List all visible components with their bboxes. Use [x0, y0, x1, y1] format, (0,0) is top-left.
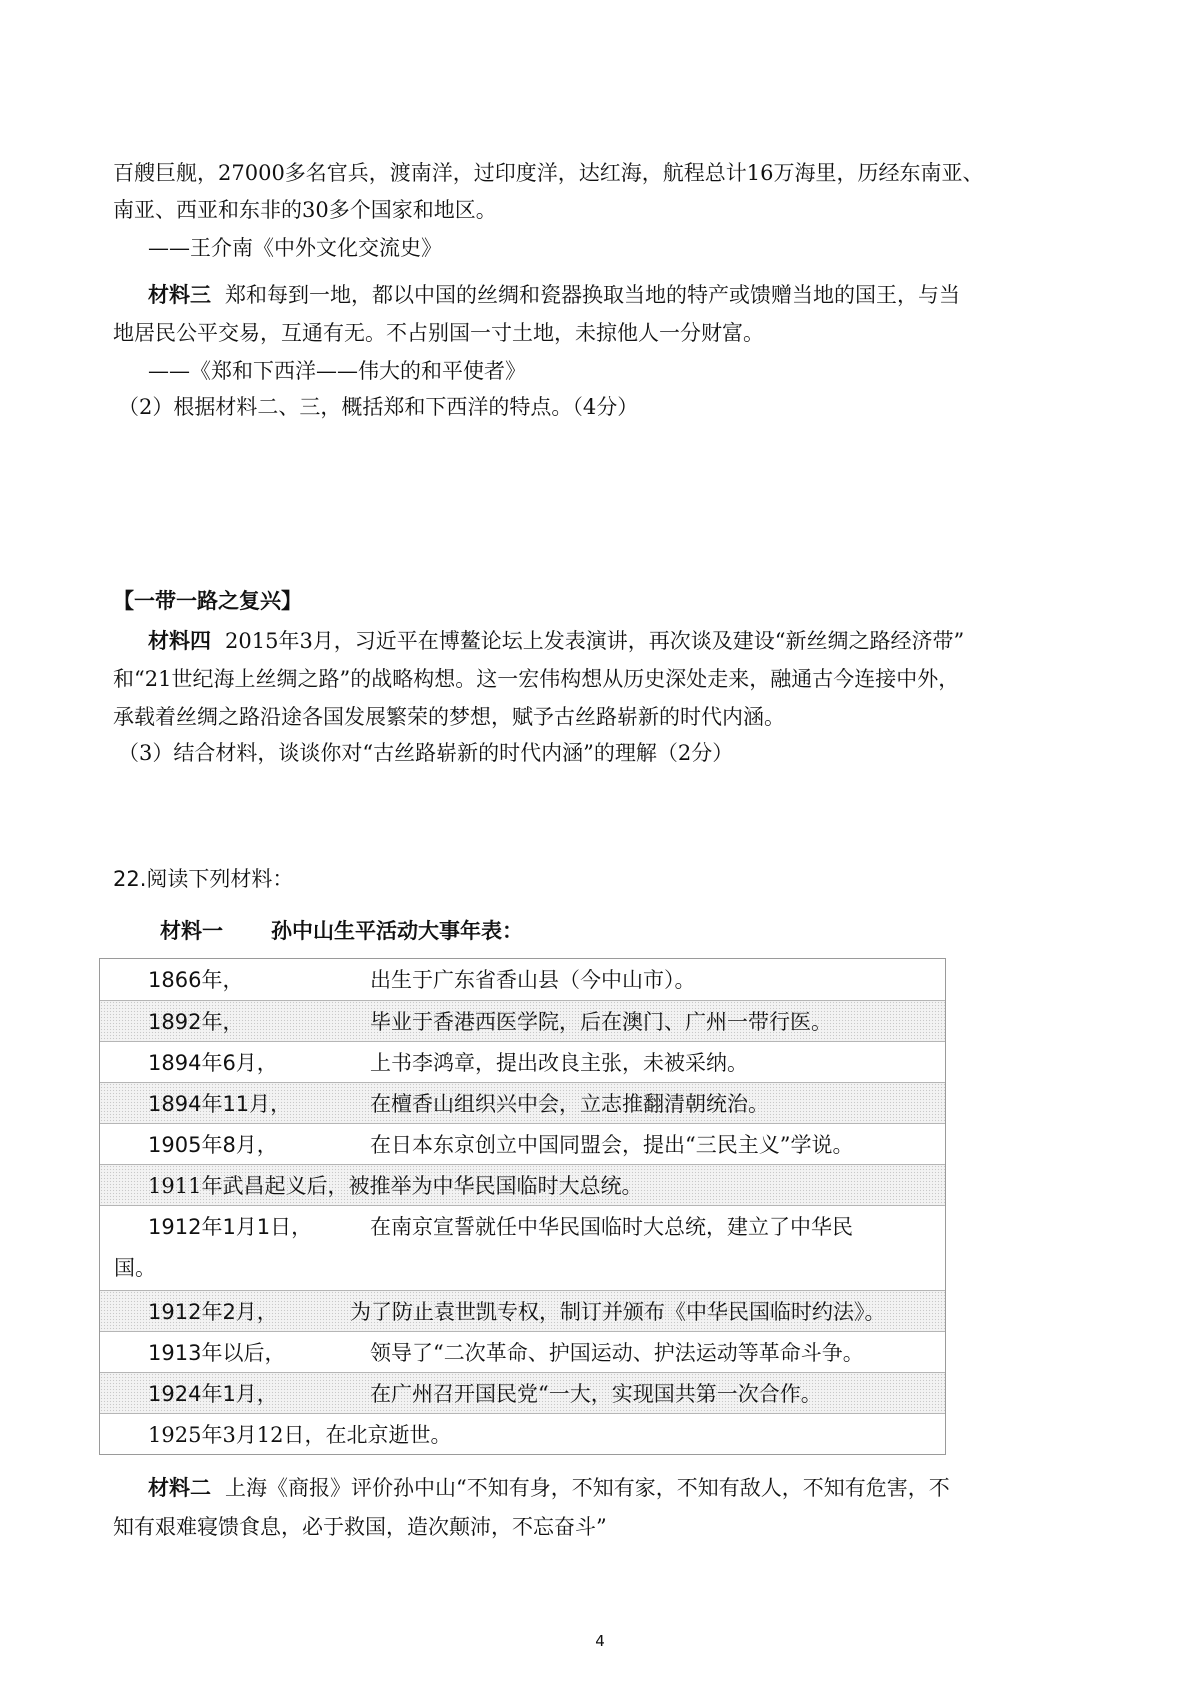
- timeline-date: 1912年1月1日，: [148, 1215, 313, 1239]
- timeline-event: 在檀香山组织兴中会，立志推翻清朝统治。: [370, 1092, 769, 1116]
- material2b-line1: [148, 1473, 950, 1503]
- material2b-label: 材料二: [148, 1476, 211, 1500]
- timeline-row: [100, 959, 945, 1000]
- material1-caption: [160, 916, 523, 946]
- timeline-date: 1912年2月，: [148, 1300, 278, 1324]
- section-title-belt-road: 【一带一路之复兴】: [113, 589, 302, 613]
- material4-text-1: 2015年3月，习近平在博鳌论坛上发表演讲，再次谈及建设“新丝绸之路经济带”: [225, 629, 965, 653]
- timeline-date: 1924年1月，: [148, 1382, 278, 1406]
- page-number: 4: [595, 1632, 605, 1650]
- timeline-date: 1894年6月，: [148, 1051, 278, 1075]
- timeline-date: 1913年以后，: [148, 1341, 286, 1365]
- timeline-event: 在日本东京创立中国同盟会，提出“三民主义”学说。: [370, 1133, 854, 1157]
- material3-source: ——《郑和下西洋——伟大的和平使者》: [148, 359, 526, 383]
- timeline-row: [100, 1041, 945, 1082]
- timeline-row: [100, 1331, 945, 1372]
- question-3: （3）结合材料，谈谈你对“古丝路崭新的时代内涵”的理解（2分）: [118, 741, 734, 765]
- timeline-date: 1894年11月，: [148, 1092, 292, 1116]
- timeline-row: [100, 1164, 945, 1205]
- timeline-row: [100, 1082, 945, 1123]
- timeline-row: [100, 1123, 945, 1164]
- question-2: （2）根据材料二、三，概括郑和下西洋的特点。（4分）: [118, 395, 639, 419]
- material2b-text-1: 上海《商报》评价孙中山“不知有身，不知有家，不知有敌人，不知有危害，不: [225, 1476, 950, 1500]
- material1-label: 材料一: [160, 919, 223, 943]
- timeline-event: 在广州召开国民党“一大，实现国共第一次合作。: [370, 1382, 822, 1406]
- timeline-row: [100, 1413, 945, 1454]
- timeline-event: 毕业于香港西医学院，后在澳门、广州一带行医。: [370, 1010, 832, 1034]
- timeline-event: 出生于广东省香山县（今中山市）。: [370, 968, 696, 992]
- timeline-event-continuation: 国。: [114, 1256, 156, 1280]
- timeline-event: 在南京宣誓就任中华民国临时大总统，建立了中华民: [370, 1215, 853, 1239]
- question-22-heading: 22.阅读下列材料：: [113, 867, 294, 891]
- timeline-entry: 1911年武昌起义后，被推举为中华民国临时大总统。: [148, 1174, 643, 1198]
- material4-line1: [148, 626, 964, 656]
- timeline-date: 1905年8月，: [148, 1133, 278, 1157]
- material2-text-line2: 南亚、西亚和东非的30多个国家和地区。: [113, 198, 497, 222]
- material2-source: ——王介南《中外文化交流史》: [148, 236, 442, 260]
- timeline-row: [100, 1290, 945, 1331]
- timeline-event: 领导了“二次革命、护国运动、护法运动等革命斗争。: [370, 1341, 864, 1365]
- material4-text-line2: 和“21世纪海上丝绸之路”的战略构想。这一宏伟构想从历史深处走来，融通古今连接中外，: [113, 667, 960, 691]
- material4-text-line3: 承载着丝绸之路沿途各国发展繁荣的梦想，赋予古丝路崭新的时代内涵。: [113, 705, 785, 729]
- material3-label: 材料三: [148, 283, 211, 307]
- timeline-row: [100, 1000, 945, 1041]
- material2b-text-line2: 知有艰难寝馈食息，必于救国，造次颠沛，不忘奋斗”: [113, 1515, 607, 1539]
- timeline-row: [100, 1205, 945, 1290]
- material2-text-line1: 百艘巨舰，27000多名官兵，渡南洋，过印度洋，达红海，航程总计16万海里，历经东南亚、: [113, 161, 984, 185]
- timeline-row: [100, 1372, 945, 1413]
- material4-label: 材料四: [148, 629, 211, 653]
- material3-text-line2: 地居民公平交易，互通有无。不占别国一寸土地，未掠他人一分财富。: [113, 321, 764, 345]
- timeline-event: 为了防止袁世凯专权，制订并颁布《中华民国临时约法》。: [350, 1300, 886, 1324]
- material3-text-1: 郑和每到一地，都以中国的丝绸和瓷器换取当地的特产或馈赠当地的国王，与当: [225, 283, 960, 307]
- timeline-date: 1866年，: [148, 968, 244, 992]
- timeline-entry: 1925年3月12日，在北京逝世。: [148, 1423, 452, 1447]
- timeline-table: [99, 958, 946, 1455]
- timeline-date: 1892年，: [148, 1010, 244, 1034]
- material3-line1: [148, 280, 960, 310]
- timeline-event: 上书李鸿章，提出改良主张，未被采纳。: [370, 1051, 748, 1075]
- timeline-title: 孙中山生平活动大事年表：: [271, 919, 523, 943]
